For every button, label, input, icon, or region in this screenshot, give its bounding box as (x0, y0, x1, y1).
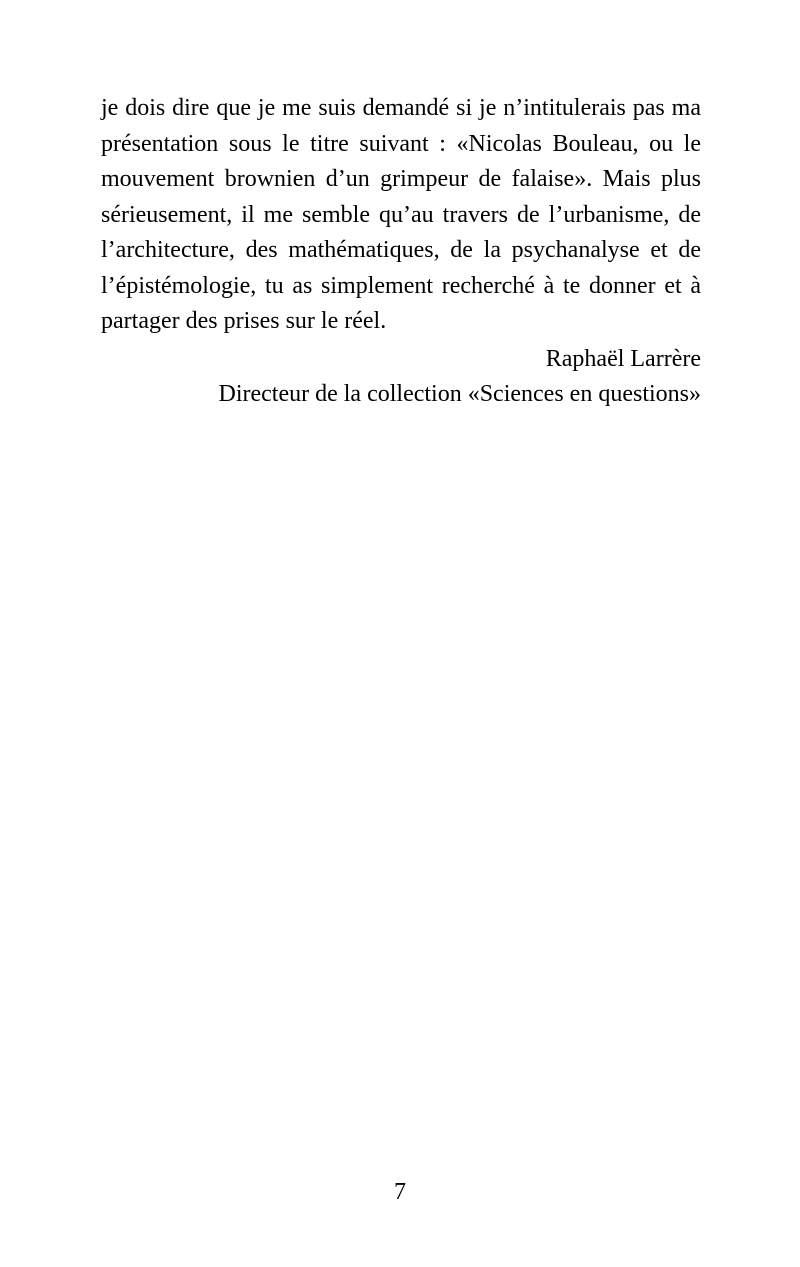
paragraph-line: mouvement brownien d’un grimpeur de falaise». Mais plus (101, 166, 701, 192)
paragraph-line: partager des prises sur le réel. (101, 308, 387, 334)
paragraph-line: présentation sous le titre suivant : «Nicolas Bouleau, ou le (101, 130, 701, 157)
page-text (101, 91, 701, 413)
signature-role: Directeur de la collection «Sciences en questions» (218, 381, 701, 407)
paragraph-line: l’épistémologie, tu as simplement recherché à te donner et à (101, 272, 701, 299)
page-number: 7 (394, 1179, 406, 1205)
signature-name: Raphaël Larrère (545, 345, 701, 372)
paragraph-line: sérieusement, il me semble qu’au travers de l’urbanisme, de (101, 201, 701, 228)
paragraph-line: l’architecture, des mathématiques, de la psychanalyse et de (101, 237, 701, 263)
paragraph-line: je dois dire que je me suis demandé si je n’intitulerais pas ma (101, 95, 701, 121)
